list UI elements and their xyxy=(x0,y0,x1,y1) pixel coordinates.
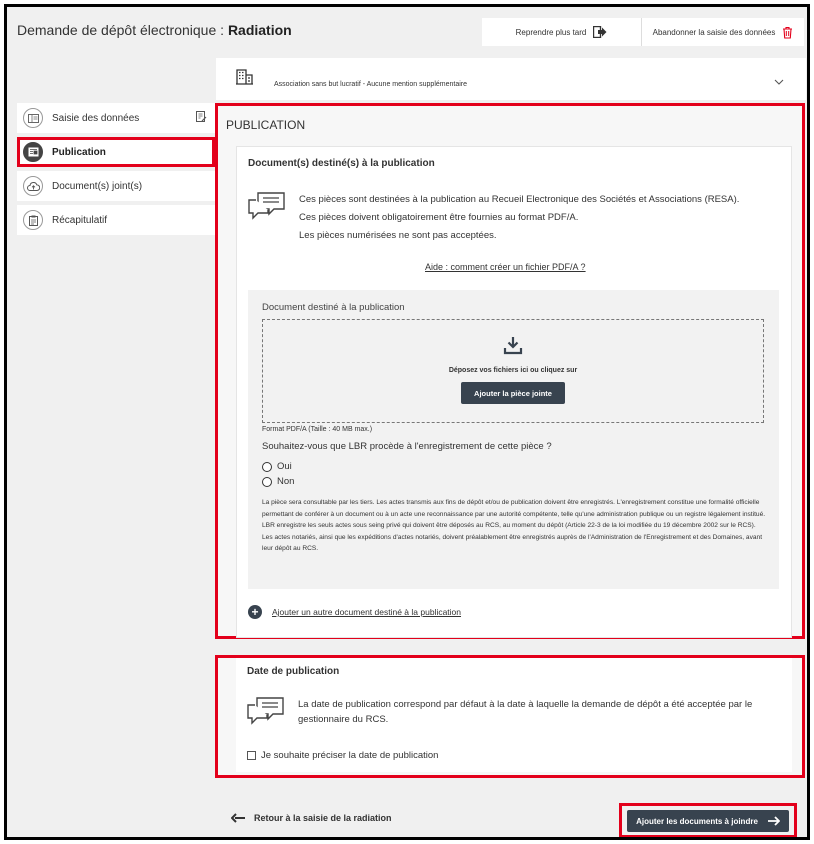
registration-question: Souhaitez-vous que LBR procède à l'enregistrement de cette pièce ? xyxy=(262,441,552,452)
radio-button[interactable] xyxy=(262,477,272,487)
download-icon xyxy=(503,335,523,360)
trash-icon xyxy=(782,26,793,39)
info-line: Ces pièces doivent obligatoirement être fournies au format PDF/A. xyxy=(299,212,579,223)
radio-label: Oui xyxy=(277,461,292,472)
publication-section xyxy=(215,103,805,639)
clipboard-icon xyxy=(23,210,43,230)
cloud-upload-icon xyxy=(23,176,43,196)
sidebar-item-documents[interactable] xyxy=(17,171,215,201)
page-header xyxy=(7,7,807,53)
radio-label: Non xyxy=(277,476,295,487)
info-line: Ces pièces sont destinées à la publication au Recueil Electronique des Sociétés et Associations (RESA). xyxy=(299,194,740,205)
radio-non[interactable] xyxy=(262,476,294,487)
app-frame xyxy=(4,4,810,840)
sidebar-item-publication[interactable] xyxy=(17,137,215,167)
sidebar-item-saisie[interactable] xyxy=(17,103,215,133)
registration-disclaimer: La pièce sera consultable par les tiers. Les actes transmis aux fins de dépôt et/ou de publication doivent être enregistrés. L'enregistrement constitue une formalité officielle permettant de conférer à un document ou à un acte une reconnaissance par une autorité compétente, telle qu'une administration publique ou un registre légalement institué. LBR enregistre les seuls actes sous seing privé qui doivent être déposés au RCS, au moment du dépôt (Article 22-3 de la loi modifiée du 19 décembre 2002 sur le RCS). Les actes notariés, ainsi que les expéditions d'actes notariés, doivent préalablement être enregistrés auprès de l'Administration de l'Enregistrement et des Domaines, avant leur dépôt au RCS. xyxy=(262,499,766,552)
checkbox[interactable] xyxy=(247,751,256,760)
association-bar[interactable] xyxy=(216,58,806,100)
building-icon xyxy=(236,69,253,90)
back-to-radiation-button[interactable] xyxy=(231,813,392,823)
add-another-label: Ajouter un autre document destiné à la publication xyxy=(272,607,462,617)
association-type: Association sans but lucratif - Aucune mention supplémentaire xyxy=(274,81,467,88)
speech-bubbles-icon xyxy=(248,191,286,228)
add-attachment-button[interactable]: Ajouter la pièce jointe xyxy=(461,382,565,404)
arrow-left-icon xyxy=(231,813,245,823)
radio-oui[interactable] xyxy=(262,461,292,472)
header-actions xyxy=(482,18,804,46)
form-icon xyxy=(23,108,43,128)
abandon-button[interactable] xyxy=(642,18,804,46)
sidebar-item-label: Document(s) joint(s) xyxy=(52,180,143,192)
speech-bubbles-icon xyxy=(247,696,285,733)
back-label: Retour à la saisie de la radiation xyxy=(254,813,392,823)
add-documents-button[interactable] xyxy=(627,810,789,832)
plus-circle-icon: + xyxy=(248,605,262,619)
sidebar-item-label: Récapitulatif xyxy=(52,214,108,226)
next-button-highlight xyxy=(619,803,797,838)
sidebar-nav xyxy=(17,103,215,239)
checkbox-label: Je souhaite préciser la date de publication xyxy=(261,750,439,761)
sidebar-item-label: Publication xyxy=(52,146,106,158)
info-line: Les pièces numérisées ne sont pas acceptées. xyxy=(299,230,497,241)
section-title: PUBLICATION xyxy=(226,118,306,132)
file-dropzone[interactable] xyxy=(262,319,764,423)
sidebar-item-recapitulatif[interactable] xyxy=(17,205,215,235)
add-another-document[interactable] xyxy=(248,605,461,619)
next-label: Ajouter les documents à joindre xyxy=(636,816,758,826)
page-title: Demande de dépôt électronique : Radiation xyxy=(17,22,292,38)
card-title: Date de publication xyxy=(247,666,340,677)
resume-later-label: Reprendre plus tard xyxy=(515,27,587,37)
specify-date-checkbox[interactable] xyxy=(247,750,438,761)
publication-card xyxy=(236,146,792,638)
publication-date-section xyxy=(215,655,805,778)
radio-button[interactable] xyxy=(262,462,272,472)
publication-date-info: La date de publication correspond par défaut à la date à laquelle la demande de dépôt a été acceptée par le gestionnaire du RCS. xyxy=(298,699,753,725)
arrow-right-icon xyxy=(768,816,780,826)
document-label: Document destiné à la publication xyxy=(262,302,405,313)
document-upload-panel xyxy=(248,290,779,589)
card-title: Document(s) destiné(s) à la publication xyxy=(248,158,435,169)
dropzone-text: Déposez vos fichiers ici ou cliquez sur xyxy=(448,367,578,374)
chevron-down-icon[interactable] xyxy=(774,72,784,90)
publication-date-card xyxy=(236,658,792,772)
edit-icon xyxy=(196,111,207,126)
resume-later-button[interactable] xyxy=(482,18,642,46)
exit-arrow-icon xyxy=(593,26,607,38)
pdfa-help-link[interactable]: Aide : comment créer un fichier PDF/A ? xyxy=(425,262,586,272)
abandon-label: Abandonner la saisie des données xyxy=(652,27,776,37)
format-hint: Format PDF/A (Taille : 40 MB max.) xyxy=(262,426,373,433)
newspaper-icon xyxy=(23,142,43,162)
publication-info xyxy=(299,191,739,245)
sidebar-item-label: Saisie des données xyxy=(52,112,140,124)
